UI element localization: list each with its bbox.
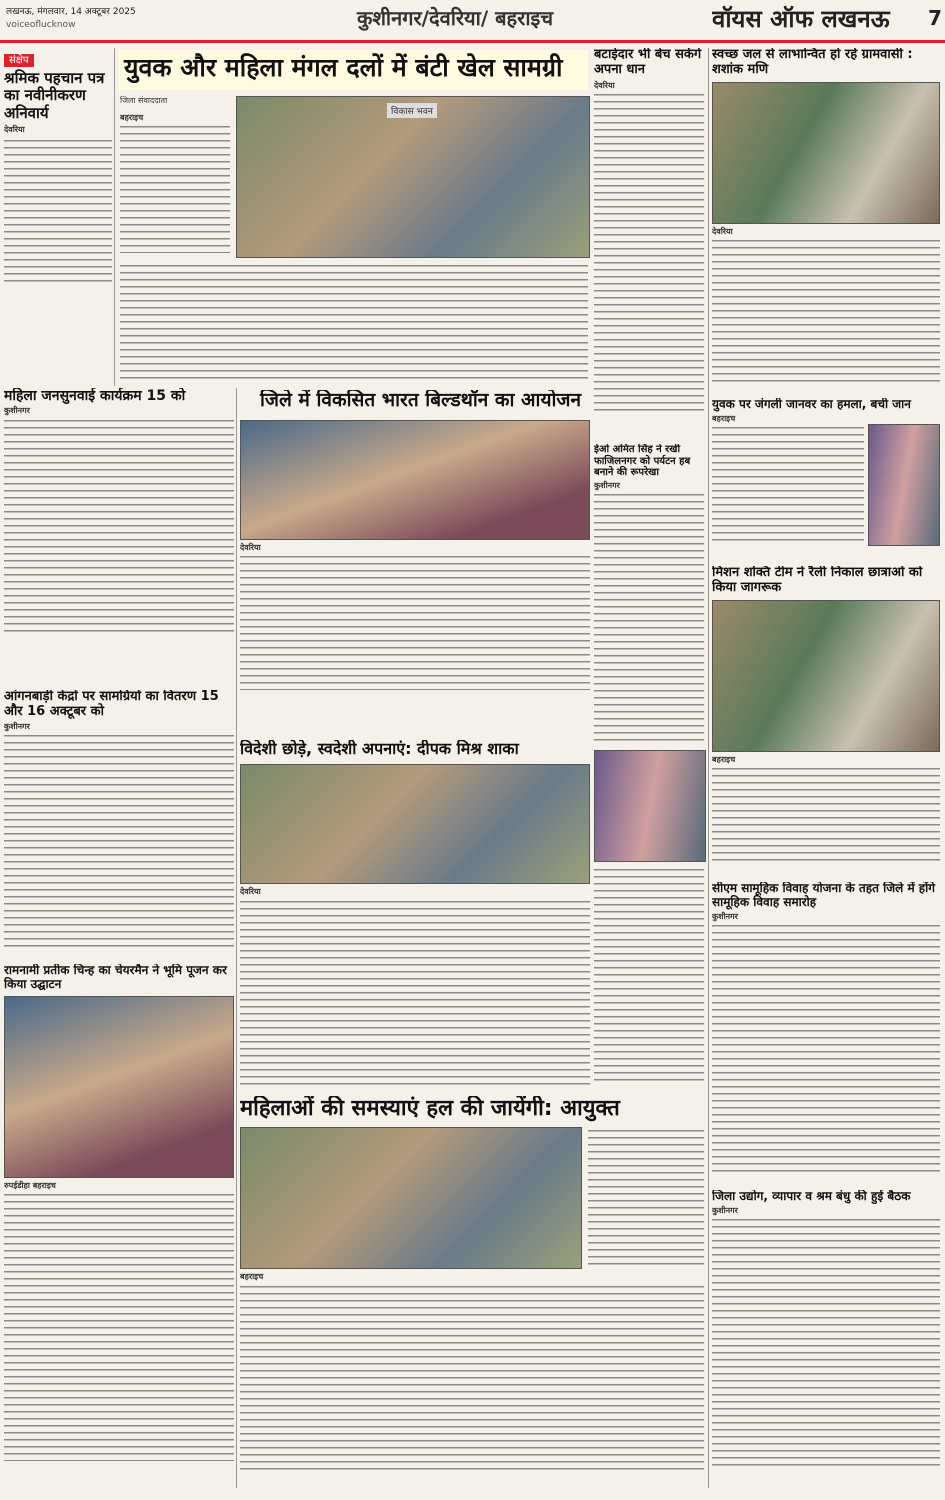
masthead-dateline-block: [6, 6, 156, 32]
sports-kit-photo: [236, 96, 590, 258]
page-number: 7: [928, 6, 942, 30]
masthead-email: voiceoflucknow: [6, 20, 76, 30]
hackathon-headline: जिले में विकसित भारत बिल्डथॉन का आयोजन: [260, 390, 582, 411]
tourism-story: [594, 444, 704, 744]
symbol-story: [4, 964, 234, 1490]
rally-headline: मिशन शक्ति टीम ने रैली निकाल छात्राओं को किया जागरूक: [712, 566, 923, 595]
sports-kit-byline: जिला संवाददाता: [120, 96, 168, 105]
side-photo: [594, 750, 706, 862]
hackathon-photo: [240, 420, 590, 540]
swadeshi-dateline: देवरिया: [240, 887, 261, 897]
animal-attack-photo: [868, 424, 940, 546]
women-issues-headline: महिलाओं की समस्याएं हल की जायेंगी: आयुक्त: [240, 1096, 620, 1121]
symbol-headline: रामनामी प्रतीक चिन्ह का चेयरमैन ने भूमि पूजन कर किया उद्घाटन: [4, 964, 227, 991]
masthead-rule: [0, 40, 945, 43]
marriage-headline: सीएम सामूहिक विवाह योजना के तहत जिले में होंगे सामूहिक विवाह समारोह: [712, 882, 936, 909]
symbol-dateline: रुपईडीहा बहराइच: [4, 1180, 56, 1190]
symbol-photo: [4, 996, 234, 1178]
brief-tag: संक्षेप: [4, 54, 34, 67]
industry-dateline: कुशीनगर: [712, 1205, 738, 1215]
paddy-dateline: देवरिया: [594, 80, 615, 90]
rally-photo: [712, 600, 940, 752]
clean-water-photo: [712, 82, 940, 224]
rally-dateline: बहराइच: [712, 754, 736, 764]
column-divider: [236, 388, 237, 1488]
anganwadi-headline: आंगनबाड़ी केंद्रों पर सामग्रियों का वितरण 15 और 16 अक्टूबर को: [4, 690, 219, 719]
masthead-dateline: लखनऊ, मंगलवार, 14 अक्टूबर 2025: [6, 7, 136, 17]
swadeshi-headline: विदेशी छोड़े, स्वदेशी अपनाएं: दीपक मिश्र शाका: [240, 740, 519, 758]
marriage-dateline: कुशीनगर: [712, 911, 738, 921]
hearing-headline: महिला जनसुनवाई कार्यक्रम 15 को: [4, 388, 186, 404]
anganwadi-dateline: कुशीनगर: [4, 721, 30, 731]
animal-attack-story: [712, 398, 940, 558]
industry-headline: जिला उद्योग, व्यापार व श्रम बंधु की हुई बैठक: [712, 1190, 911, 1203]
sports-kit-body: [120, 262, 588, 384]
side-column-body: [594, 866, 704, 1086]
hearing-dateline: कुशीनगर: [4, 406, 30, 416]
animal-attack-headline: युवक पर जंगली जानवर का हमला, बची जान: [712, 398, 911, 411]
swadeshi-story: [240, 740, 590, 1090]
brief-story: [4, 48, 112, 288]
clean-water-headline: स्वच्छ जल से लाभान्वित हो रहे ग्रामवासी : शशांक मणि: [712, 48, 913, 77]
column-divider: [708, 48, 709, 1488]
paddy-headline: बटाईदार भी बेच सकेंगे अपना धान: [594, 48, 702, 77]
brief-dateline: देवरिया: [4, 124, 25, 134]
anganwadi-story: [4, 690, 234, 960]
column-divider: [114, 48, 115, 386]
tourism-dateline: कुशीनगर: [594, 480, 620, 490]
hackathon-story: [240, 390, 590, 690]
women-issues-photo: [240, 1127, 582, 1269]
sports-kit-headline: युवक और महिला मंगल दलों में बंटी खेल सामग्री: [124, 53, 563, 82]
women-issues-dateline: बहराइच: [240, 1272, 264, 1282]
edition-title: कुशीनगर/देवरिया/ बहराइच: [356, 6, 554, 30]
sports-kit-headline-box: [118, 50, 588, 90]
industry-story: [712, 1190, 940, 1490]
paddy-story: [594, 48, 704, 438]
marriage-story: [712, 882, 940, 1182]
photo-signboard: विकास भवन: [387, 103, 437, 118]
women-issues-story: [240, 1096, 704, 1490]
brief-headline: श्रमिक पहचान पत्र का नवीनीकरण अनिवार्य: [4, 69, 105, 122]
sports-kit-body-col1: [120, 96, 230, 256]
tourism-headline: ईओ अमित सिंह ने रखी फाजिलनगर को पर्यटन हब बनाने की रूपरेखा: [594, 444, 691, 478]
rally-story: [712, 566, 940, 876]
clean-water-story: [712, 48, 940, 393]
swadeshi-photo: [240, 764, 590, 884]
sports-kit-dateline: बहराइच: [120, 112, 144, 122]
hackathon-dateline: देवरिया: [240, 542, 261, 552]
animal-attack-dateline: बहराइच: [712, 413, 736, 423]
brief-body: [4, 137, 112, 287]
paper-name: वॉयस ऑफ लखनऊ: [712, 4, 890, 33]
clean-water-dateline: देवरिया: [712, 226, 733, 236]
hearing-story: [4, 388, 234, 648]
